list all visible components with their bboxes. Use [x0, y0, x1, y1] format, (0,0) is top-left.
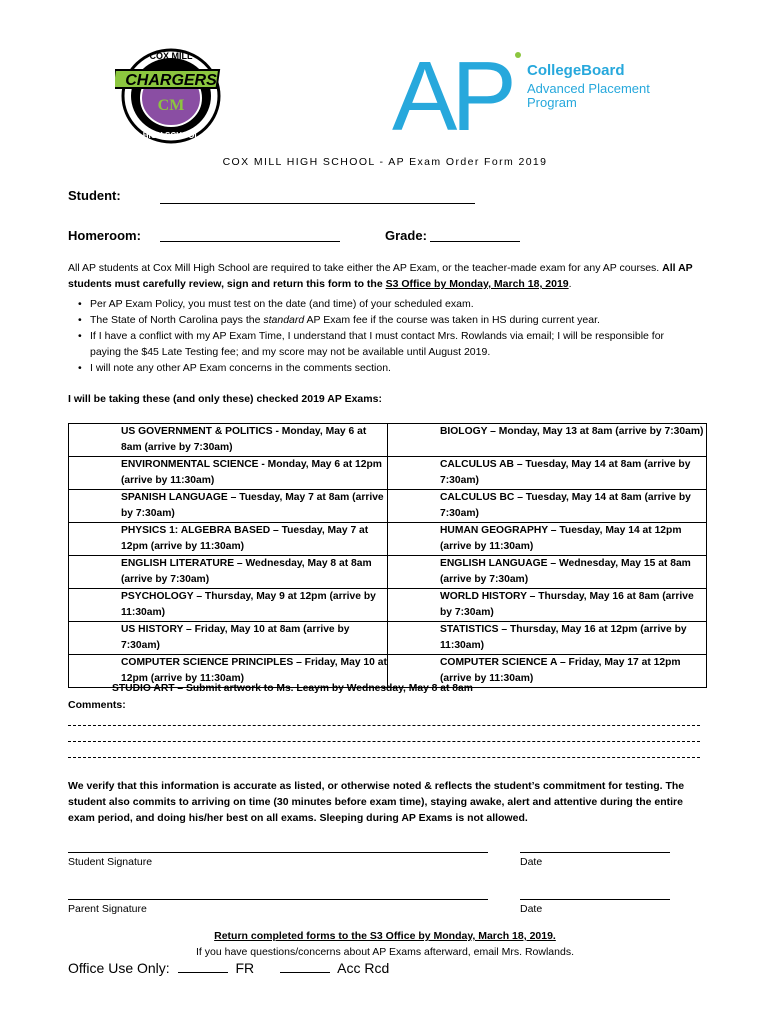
- exam-row: [69, 556, 707, 589]
- comments-line-2[interactable]: [68, 741, 700, 742]
- policy-bullet: • Per AP Exam Policy, you must test on the date (and time) of your scheduled exam.: [88, 296, 688, 312]
- logo-text-bottom: HIGH SCHOOL: [142, 131, 200, 140]
- exam-cell-right[interactable]: [388, 424, 707, 457]
- homeroom-line[interactable]: [160, 241, 340, 242]
- acc-rcd-label: Acc Rcd: [337, 960, 390, 976]
- fr-label: FR: [235, 960, 255, 976]
- exam-label: COMPUTER SCIENCE PRINCIPLES – Friday, May 10 at 12pm (arrive by 11:30am): [121, 657, 387, 684]
- form-title: COX MILL HIGH SCHOOL - AP Exam Order Form 2019: [222, 156, 548, 168]
- parent-date-line[interactable]: [520, 899, 670, 900]
- ap-line1-text: Advanced Placement: [527, 81, 650, 96]
- exam-label: US HISTORY – Friday, May 10 at 8am (arrive by 7:30am): [121, 624, 350, 651]
- policy-bullet-list: [88, 296, 688, 376]
- studio-art-row[interactable]: [90, 683, 473, 694]
- exam-cell-right[interactable]: [388, 457, 707, 490]
- exam-label: CALCULUS AB – Tuesday, May 14 at 8am (arrive by 7:30am): [440, 459, 691, 486]
- exam-row: [69, 589, 707, 622]
- comments-line-3[interactable]: [68, 757, 700, 758]
- exam-row: [69, 457, 707, 490]
- homeroom-label: Homeroom:: [68, 228, 141, 243]
- ap-line2-text: Program: [527, 95, 577, 110]
- office-use-row: [68, 960, 389, 976]
- checkbox-icon[interactable]: [69, 523, 121, 555]
- exam-label: BIOLOGY – Monday, May 13 at 8am (arrive by 7:30am): [440, 426, 704, 437]
- ap-letters-logo: AP: [392, 50, 511, 132]
- parent-signature-label: Parent Signature: [68, 903, 147, 915]
- parent-signature-line[interactable]: [68, 899, 488, 900]
- exam-cell-left[interactable]: [69, 556, 388, 589]
- acc-blank[interactable]: [280, 972, 330, 973]
- exam-cell-right[interactable]: [388, 490, 707, 523]
- exam-label: HUMAN GEOGRAPHY – Tuesday, May 14 at 12pm (arrive by 11:30am): [440, 525, 682, 552]
- policy-bullet: • If I have a conflict with my AP Exam Time, I understand that I must contact Mrs. Rowlands via email; I will be responsible for paying the $45 Late Testing fee; and my score may not be available until August 2019.: [88, 328, 688, 360]
- grade-line[interactable]: [430, 241, 520, 242]
- verification-statement: We verify that this information is accurate as listed, or otherwise noted & reflects the student’s commitment for testing. The student also commits to arriving on time (30 minutes before exam time), staying awake, alert and attentive during the entire exam period, and doing his/her best on all exams. Sleeping during AP Exams is not allowed.: [68, 780, 685, 824]
- exam-row: [69, 490, 707, 523]
- exam-cell-left[interactable]: [69, 457, 388, 490]
- exam-label: PSYCHOLOGY – Thursday, May 9 at 12pm (arrive by 11:30am): [121, 591, 376, 618]
- logo-monogram: CM: [157, 97, 185, 114]
- checkbox-icon[interactable]: [388, 589, 440, 621]
- checkbox-icon[interactable]: [69, 490, 121, 522]
- exam-label: ENGLISH LANGUAGE – Wednesday, May 15 at 8am (arrive by 7:30am): [440, 558, 691, 585]
- intro-sentence-2: All AP students must carefully review, sign and return this form to the: [68, 262, 693, 290]
- checkbox-icon[interactable]: [69, 556, 121, 588]
- return-instructions: Return completed forms to the S3 Office by Monday, March 18, 2019.: [214, 930, 556, 942]
- exam-cell-right[interactable]: [388, 622, 707, 655]
- exam-cell-right[interactable]: [388, 556, 707, 589]
- exam-cell-left[interactable]: [69, 622, 388, 655]
- checkbox-icon[interactable]: [69, 457, 121, 489]
- student-signature-label: Student Signature: [68, 856, 153, 868]
- comments-label: Comments:: [68, 699, 126, 711]
- exam-row: [69, 622, 707, 655]
- exam-label: PHYSICS 1: ALGEBRA BASED – Tuesday, May 7 at 12pm (arrive by 11:30am): [121, 525, 369, 552]
- logo-text-main: CHARGERS: [125, 72, 217, 89]
- exam-label: US GOVERNMENT & POLITICS - Monday, May 6 at 8am (arrive by 7:30am): [121, 426, 367, 453]
- student-date-line[interactable]: [520, 852, 670, 853]
- checkbox-icon[interactable]: [69, 424, 121, 456]
- exam-cell-right[interactable]: [388, 523, 707, 556]
- questions-note: If you have questions/concerns about AP Exams afterward, email Mrs. Rowlands.: [196, 946, 574, 958]
- intro-period: .: [568, 278, 572, 290]
- exam-label: ENVIRONMENTAL SCIENCE - Monday, May 6 at 12pm (arrive by 11:30am): [121, 459, 382, 486]
- policy-bullet: • I will note any other AP Exam concerns in the comments section.: [88, 360, 688, 376]
- student-label: Student:: [68, 188, 121, 203]
- exam-label: CALCULUS BC – Tuesday, May 14 at 8am (arrive by 7:30am): [440, 492, 691, 519]
- ap-brand-text: CollegeBoard: [527, 62, 625, 79]
- parent-date-label: Date: [520, 903, 543, 915]
- checkbox-icon[interactable]: [388, 523, 440, 555]
- exam-label: SPANISH LANGUAGE – Tuesday, May 7 at 8am (arrive by 7:30am): [121, 492, 384, 519]
- checkbox-icon[interactable]: [388, 622, 440, 654]
- policy-bullet-standard-fee: • The State of North Carolina pays the standard AP Exam fee if the course was taken in HS during current year.: [88, 312, 688, 328]
- ap-collegeboard-logo: [392, 50, 652, 132]
- intro-paragraph: [68, 260, 708, 292]
- logo-text-top: COX MILL: [149, 51, 193, 61]
- student-date-label: Date: [520, 856, 543, 868]
- checkbox-icon[interactable]: [388, 490, 440, 522]
- exam-cell-left[interactable]: [69, 424, 388, 457]
- cox-mill-chargers-logo: [115, 42, 227, 147]
- intro-sentence-1: All AP students at Cox Mill High School are required to take either the AP Exam, or the teacher-made exam for any AP courses.: [68, 262, 660, 274]
- fr-blank[interactable]: [178, 972, 228, 973]
- exam-label: ENGLISH LITERATURE – Wednesday, May 8 at 8am (arrive by 7:30am): [121, 558, 372, 585]
- comments-line-1[interactable]: [68, 725, 700, 726]
- exam-table: [68, 423, 707, 688]
- exam-label: COMPUTER SCIENCE A – Friday, May 17 at 12pm (arrive by 11:30am): [440, 657, 681, 684]
- exam-row: [69, 523, 707, 556]
- checkbox-icon[interactable]: [69, 589, 121, 621]
- student-signature-line[interactable]: [68, 852, 488, 853]
- checkbox-icon[interactable]: [388, 424, 440, 440]
- exam-cell-right[interactable]: [388, 589, 707, 622]
- checkbox-icon[interactable]: [69, 622, 121, 654]
- grade-label: Grade:: [385, 228, 427, 243]
- exam-label: WORLD HISTORY – Thursday, May 16 at 8am (arrive by 7:30am): [440, 591, 694, 618]
- exam-label: STATISTICS – Thursday, May 16 at 12pm (arrive by 11:30am): [440, 624, 687, 651]
- exam-row: [69, 424, 707, 457]
- office-use-label: Office Use Only:: [68, 960, 170, 976]
- intro-deadline: S3 Office by Monday, March 18, 2019: [385, 278, 569, 290]
- student-name-line[interactable]: [160, 203, 475, 204]
- checkbox-icon[interactable]: [388, 457, 440, 489]
- checkbox-icon[interactable]: [388, 556, 440, 588]
- studio-art-label: STUDIO ART – Submit artwork to Ms. Leaym by Wednesday, May 8 at 8am: [112, 683, 473, 694]
- exam-cell-left[interactable]: [69, 589, 388, 622]
- exams-heading: I will be taking these (and only these) checked 2019 AP Exams:: [68, 393, 382, 405]
- exam-cell-left[interactable]: [69, 523, 388, 556]
- exam-cell-left[interactable]: [69, 490, 388, 523]
